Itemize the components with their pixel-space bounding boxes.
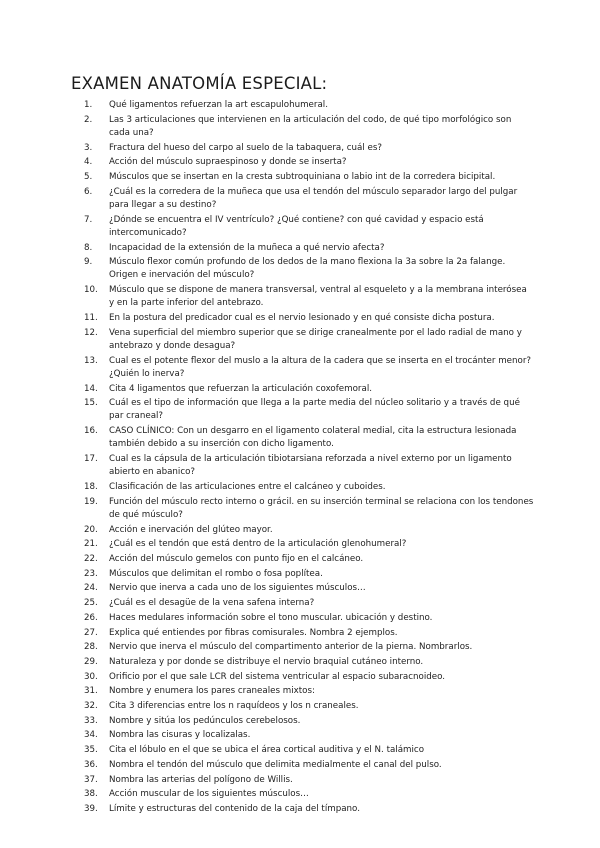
question-number: 1.	[84, 100, 93, 110]
question-item	[84, 214, 534, 240]
question-item	[84, 453, 534, 479]
question-number: 24.	[84, 583, 98, 594]
question-item	[84, 496, 534, 522]
question-text: CASO CLÍNICO: Con un desgarro en el ligamento colateral medial, cita la estructura lesionada también debido a su inserción con dicho ligamento.	[109, 426, 517, 450]
question-text: Músculo flexor común profundo de los dedos de la mano flexiona la 3a sobre la 2a falange. Origen e inervación del músculo?	[109, 257, 506, 281]
question-list	[84, 99, 534, 818]
question-text: Músculo que se dispone de manera transversal, ventral al esqueleto y a la membrana interósea y en la parte inferior del antebrazo.	[109, 285, 527, 309]
question-text: Acción del músculo supraespinoso y donde se inserta?	[109, 157, 347, 168]
question-number: 36.	[84, 759, 98, 770]
question-number: 22.	[84, 554, 98, 564]
question-text: Nervio que inerva el músculo del compartimento anterior de la pierna. Nombrarlos.	[109, 642, 473, 653]
question-number: 32.	[84, 701, 98, 712]
question-text: Incapacidad de la extensión de la muñeca a qué nervio afecta?	[109, 242, 385, 253]
question-number: 11.	[84, 313, 98, 324]
question-item	[84, 481, 534, 494]
question-number: 33.	[84, 715, 98, 726]
question-number: 25.	[84, 598, 98, 609]
question-item	[84, 582, 534, 595]
question-item	[84, 759, 534, 772]
question-text: Naturaleza y por donde se distribuye el nervio braquial cutáneo interno.	[109, 656, 424, 667]
question-item	[84, 553, 534, 566]
question-text: Cuál es el tipo de información que llega a la parte media del núcleo solitario y a través de qué par craneal?	[109, 398, 520, 422]
question-text: ¿Cuál es el tendón que está dentro de la articulación glenohumeral?	[109, 539, 407, 550]
question-item	[84, 397, 534, 423]
question-text: Músculos que delimitan el rombo o fosa poplítea.	[109, 568, 323, 579]
question-number: 3.	[84, 142, 93, 153]
question-item	[84, 355, 534, 381]
question-item	[84, 700, 534, 713]
question-item	[84, 312, 534, 325]
question-number: 15.	[84, 398, 98, 409]
question-item	[84, 715, 534, 728]
question-number: 4.	[84, 157, 93, 168]
question-number: 28.	[84, 642, 98, 653]
question-item	[84, 99, 534, 112]
question-number: 17.	[84, 454, 98, 465]
question-text: Clasificación de las articulaciones entre el calcáneo y cuboides.	[109, 481, 386, 492]
question-item	[84, 729, 534, 742]
question-number: 21.	[84, 539, 98, 550]
question-item	[84, 612, 534, 625]
question-text: Cita 4 ligamentos que refuerzan la articulación coxofemoral.	[109, 383, 373, 394]
question-text: Músculos que se insertan en la cresta subtroquiniana o labio int de la corredera bicipital.	[109, 172, 496, 183]
question-item	[84, 656, 534, 669]
question-item	[84, 803, 534, 816]
question-text: Nervio que inerva a cada uno de los siguientes músculos…	[109, 583, 366, 594]
question-number: 38.	[84, 789, 98, 800]
question-text: Orificio por el que sale LCR del sistema ventricular al espacio subaracnoideo.	[109, 671, 446, 682]
question-item	[84, 256, 534, 282]
question-text: Nombra las arterias del polígono de Willis.	[109, 774, 293, 785]
question-number: 35.	[84, 745, 98, 756]
question-text: En la postura del predicador cual es el nervio lesionado y en qué consiste dicha postura.	[109, 313, 495, 324]
question-item	[84, 142, 534, 155]
question-number: 27.	[84, 627, 98, 638]
question-text: Función del músculo recto interno o grácil. en su inserción terminal se relaciona con los tendones de qué músculo?	[109, 496, 534, 520]
question-text: ¿Cuál es el desagüe de la vena safena interna?	[109, 598, 315, 609]
question-number: 37.	[84, 774, 98, 785]
question-number: 2.	[84, 114, 93, 125]
question-text: Nombra el tendón del músculo que delimita medialmente el canal del pulso.	[109, 759, 442, 770]
question-item	[84, 597, 534, 610]
question-number: 5.	[84, 172, 93, 183]
question-number: 34.	[84, 730, 98, 741]
question-item	[84, 685, 534, 698]
question-text: Cual es la cápsula de la articulación tibiotarsiana reforzada a nivel externo por un ligamento abierto en abanico?	[109, 454, 512, 478]
question-item	[84, 568, 534, 581]
question-item	[84, 774, 534, 787]
question-number: 18.	[84, 481, 98, 492]
question-item	[84, 156, 534, 169]
question-text: Nombra las cisuras y localizalas.	[109, 730, 251, 741]
question-number: 6.	[84, 186, 93, 197]
question-number: 8.	[84, 242, 93, 253]
question-text: Vena superficial del miembro superior que se dirige cranealmente por el lado radial de mano y antebrazo y donde desagua?	[109, 327, 522, 351]
question-text: Acción e inervación del glúteo mayor.	[109, 524, 273, 535]
question-text: Las 3 articulaciones que intervienen en la articulación del codo, de qué tipo morfológico son cada una?	[109, 114, 512, 138]
question-number: 26.	[84, 612, 98, 623]
question-text: Haces medulares información sobre el tono muscular. ubicación y destino.	[109, 612, 433, 623]
question-number: 16.	[84, 426, 98, 437]
question-text: Explica qué entiendes por fibras comisurales. Nombra 2 ejemplos.	[109, 627, 398, 638]
question-item	[84, 744, 534, 757]
question-item	[84, 327, 534, 353]
question-number: 10.	[84, 285, 98, 296]
page-title: EXAMEN ANATOMÍA ESPECIAL:	[71, 74, 328, 93]
question-number: 30.	[84, 671, 98, 682]
question-text: Cita 3 diferencias entre los n raquídeos y los n craneales.	[109, 701, 359, 712]
question-item	[84, 242, 534, 255]
question-item	[84, 671, 534, 684]
question-item	[84, 171, 534, 184]
question-number: 12.	[84, 327, 98, 338]
question-text: Nombre y enumera los pares craneales mixtos:	[109, 686, 315, 697]
question-number: 31.	[84, 686, 98, 697]
question-number: 19.	[84, 496, 98, 507]
question-item	[84, 383, 534, 396]
question-item	[84, 425, 534, 451]
question-text: Acción muscular de los siguientes músculos…	[109, 789, 309, 800]
question-number: 29.	[84, 656, 98, 667]
question-item	[84, 788, 534, 801]
question-number: 20.	[84, 524, 98, 535]
question-item	[84, 284, 534, 310]
question-text: Nombre y sitúa los pedúnculos cerebelosos.	[109, 715, 301, 726]
question-text: Fractura del hueso del carpo al suelo de la tabaquera, cuál es?	[109, 142, 382, 153]
question-item	[84, 627, 534, 640]
question-number: 39.	[84, 803, 98, 814]
question-item	[84, 524, 534, 537]
question-number: 7.	[84, 214, 93, 225]
question-text: Qué ligamentos refuerzan la art escapulohumeral.	[109, 100, 328, 110]
question-number: 23.	[84, 568, 98, 579]
question-text: ¿Dónde se encuentra el IV ventrículo? ¿Qué contiene? con qué cavidad y espacio está intercomunicado?	[109, 214, 484, 238]
question-item	[84, 186, 534, 212]
question-number: 9.	[84, 257, 93, 268]
question-item	[84, 641, 534, 654]
question-number: 14.	[84, 383, 98, 394]
question-text: Cual es el potente flexor del muslo a la altura de la cadera que se inserta en el trocánter menor? ¿Quién lo inerva?	[109, 355, 532, 379]
question-item	[84, 114, 534, 140]
question-text: ¿Cuál es la corredera de la muñeca que usa el tendón del músculo separador largo del pulgar para llegar a su destino?	[109, 186, 518, 210]
question-text: Acción del músculo gemelos con punto fijo en el calcáneo.	[109, 554, 364, 564]
question-text: Cita el lóbulo en el que se ubica el área cortical auditiva y el N. talámico	[109, 745, 425, 756]
question-item	[84, 538, 534, 551]
question-text: Límite y estructuras del contenido de la caja del tímpano.	[109, 803, 360, 814]
question-number: 13.	[84, 355, 98, 366]
